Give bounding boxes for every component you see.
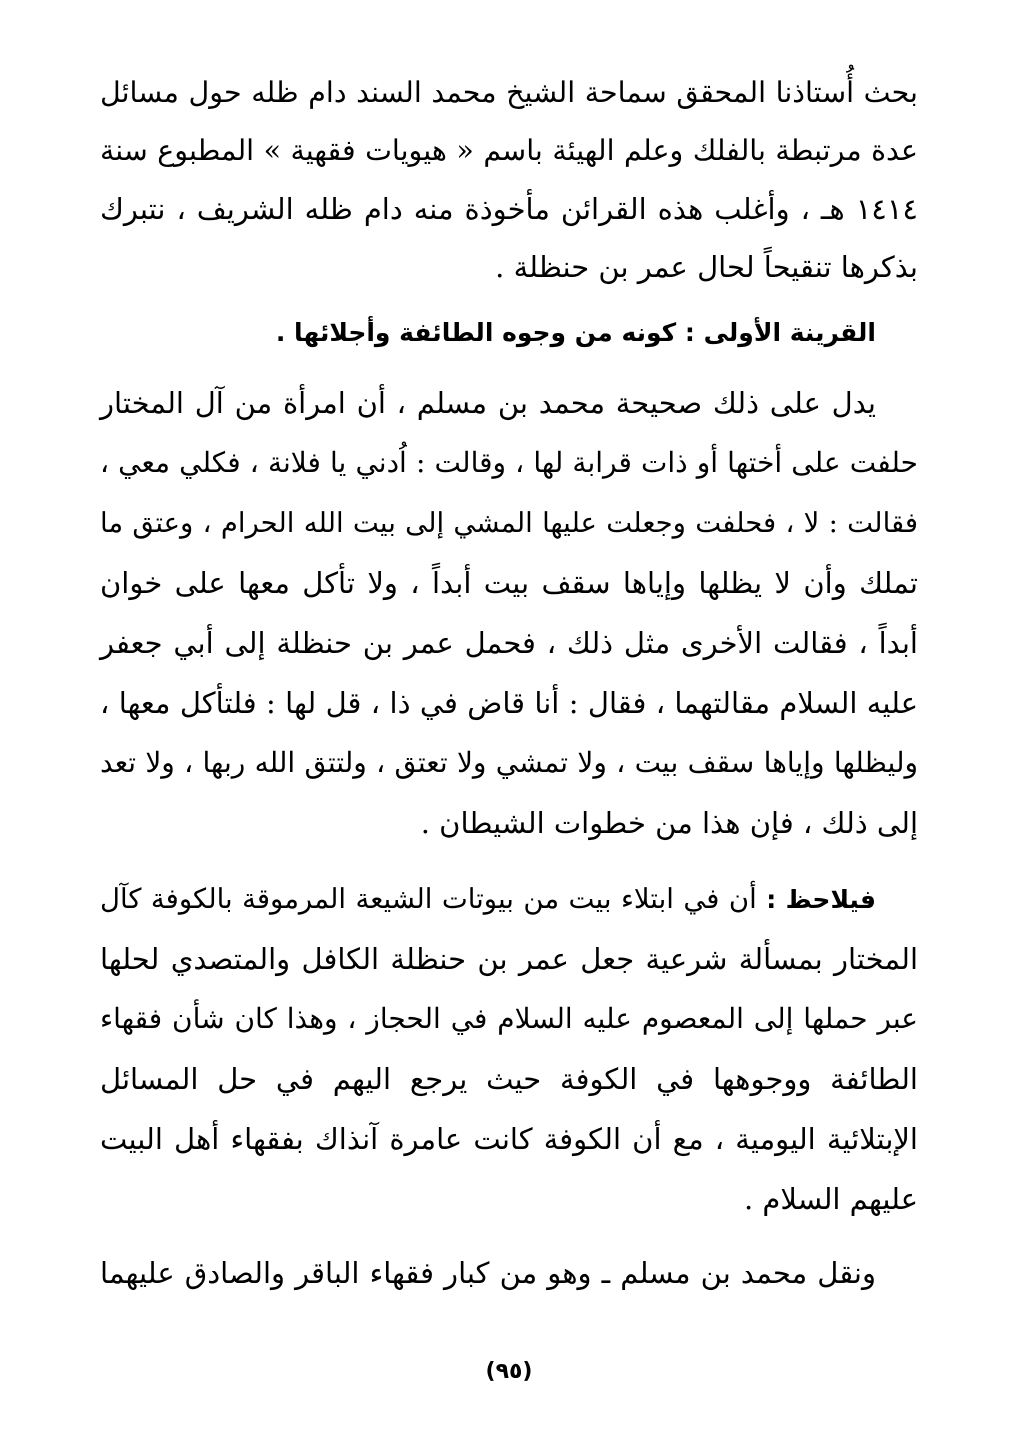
paragraph-3-line-6: عليهم السلام .	[744, 1182, 918, 1216]
paragraph-2-line-4: تملك وأن لا يظلها وإياها سقف بيت أبداً ، ولا تأكل معها على خوان	[100, 566, 918, 600]
observation-lead: فيلاحظ :	[766, 885, 876, 914]
paragraph-2-line-2: حلفت على أختها أو ذات قرابة لها ، وقالت : اُدني يا فلانة ، فكلي معي ،	[100, 446, 918, 479]
paragraph-4-line-1: ونقل محمد بن مسلم ـ وهو من كبار فقهاء الباقر والصادق عليهما	[100, 1256, 876, 1290]
paragraph-1-line-1: بحث أُستاذنا المحقق سماحة الشيخ محمد السند دام ظله حول مسائل	[100, 76, 918, 109]
paragraph-2-line-1: يدل على ذلك صحيحة محمد بن مسلم ، أن امرأة من آل المختار	[100, 386, 876, 420]
paragraph-3-line-3: عبر حملها إلى المعصوم عليه السلام في الحجاز ، وهذا كان شأن فقهاء	[100, 1002, 918, 1035]
paragraph-2-line-5: أبداً ، فقالت الأخرى مثل ذلك ، فحمل عمر بن حنظلة إلى أبي جعفر	[100, 626, 918, 660]
paragraph-1-line-4: بذكرها تنقيحاً لحال عمر بن حنظلة .	[495, 250, 918, 284]
paragraph-2-line-8: إلى ذلك ، فإن هذا من خطوات الشيطان .	[420, 806, 918, 840]
paragraph-3-line-2: المختار بمسألة شرعية جعل عمر بن حنظلة الكافل والمتصدي لحلها	[100, 942, 918, 976]
page-number: (٩٥)	[485, 1359, 533, 1384]
paragraph-2-line-3: فقالت : لا ، فحلفت وجعلت عليها المشي إلى بيت الله الحرام ، وعتق ما	[100, 507, 918, 539]
paragraph-2-line-6: عليه السلام مقالتهما ، فقال : أنا قاض في ذا ، قل لها : فلتأكل معها ،	[100, 686, 918, 720]
paragraph-3-line-1	[100, 876, 876, 922]
paragraph-3-line-4: الطائفة ووجوهها في الكوفة حيث يرجع اليهم في حل المسائل	[100, 1062, 918, 1096]
paragraph-1-line-2: عدة مرتبطة بالفلك وعلم الهيئة باسم « هيويات فقهية » المطبوع سنة	[100, 134, 918, 167]
section-heading: القرينة الأولى : كونه من وجوه الطائفة وأجلائها .	[275, 318, 876, 347]
paragraph-2-line-7: وليظلها وإياها سقف بيت ، ولا تمشي ولا تعتق ، ولتتق الله ربها ، ولا تعد	[100, 746, 918, 779]
paragraph-3-line-1-text: أن في ابتلاء بيت من بيوتات الشيعة المرموقة بالكوفة كآل	[100, 883, 767, 915]
paragraph-3-line-5: الإبتلائية اليومية ، مع أن الكوفة كانت عامرة آنذاك بفقهاء أهل البيت	[100, 1122, 918, 1156]
paragraph-1-line-3: ١٤١٤ هـ ، وأغلب هذه القرائن مأخوذة منه دام ظله الشريف ، نتبرك	[100, 192, 918, 226]
